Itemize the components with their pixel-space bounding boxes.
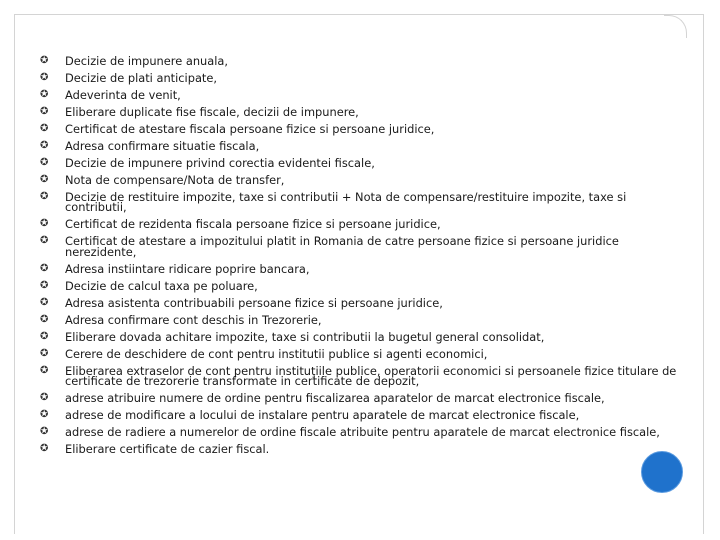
services-list: [40, 56, 680, 461]
list-item-text: Decizie de restituire impozite, taxe si contributii + Nota de compensare/restituire impozite, taxe si contributii,: [65, 190, 627, 215]
circle-bullet-icon: ✪: [40, 235, 49, 247]
list-item: [40, 107, 680, 117]
list-item-text: Nota de compensare/Nota de transfer,: [65, 173, 285, 187]
circle-bullet-icon: ✪: [40, 191, 49, 202]
circle-bullet-icon: ✪: [40, 140, 49, 151]
circle-bullet-icon: ✪: [40, 89, 49, 100]
frame-corner: [664, 15, 687, 38]
list-item-text: adrese atribuire numere de ordine pentru fiscalizarea aparatelor de marcat electronice fiscale,: [65, 391, 605, 406]
list-item: [40, 329, 680, 344]
list-item-text: Certificat de atestare fiscala persoane fizice si persoane juridice,: [65, 122, 435, 136]
list-item: [40, 73, 680, 83]
list-item: [40, 425, 680, 440]
list-item-text: Adresa instiintare ridicare poprire bancara,: [65, 261, 310, 276]
list-item: [40, 236, 680, 257]
list-item-text: adrese de modificare a locului de instalare pentru aparatele de marcat electronice fiscale,: [65, 408, 580, 423]
list-item-text: Certificat de atestare a impozitului platit in Romania de catre persoane fizice si persoane juridice nerezidente,: [65, 234, 619, 259]
list-item: [40, 408, 680, 423]
list-item-text: Decizie de calcul taxa pe poluare,: [65, 278, 258, 293]
circle-bullet-icon: ✪: [40, 55, 49, 66]
list-item-text: Adresa confirmare situatie fiscala,: [65, 139, 260, 153]
list-item: [40, 90, 680, 100]
list-item-text: Decizie de impunere privind corectia evidentei fiscale,: [65, 156, 375, 170]
list-item-text: Certificat de rezidenta fiscala persoane fizice si persoane juridice,: [65, 217, 441, 232]
circle-bullet-icon: ✪: [40, 157, 49, 168]
list-item: [40, 141, 680, 151]
list-item-text: Adresa asistenta contribuabili persoane fizice si persoane juridice,: [65, 295, 443, 310]
list-item-text: Adeverinta de venit,: [65, 88, 181, 102]
list-item: [40, 217, 680, 232]
circle-bullet-icon: ✪: [40, 443, 49, 455]
list-item-text: Decizie de impunere anuala,: [65, 54, 229, 68]
circle-bullet-icon: ✪: [40, 262, 49, 274]
list-item: [40, 346, 680, 361]
list-item: [40, 56, 680, 66]
list-item-text: Eliberarea extraselor de cont pentru instituţiile publice, operatorii economici si persoanele fizice titulare de certificate de trezorerie transformate in certificate de depozit,: [65, 363, 677, 389]
list-item: [40, 124, 680, 134]
circle-bullet-icon: ✪: [40, 106, 49, 117]
circle-bullet-icon: ✪: [40, 218, 49, 230]
list-item: [40, 278, 680, 293]
list-item: [40, 261, 680, 276]
circle-bullet-icon: ✪: [40, 409, 49, 421]
circle-bullet-icon: ✪: [40, 313, 49, 325]
circle-bullet-icon: ✪: [40, 392, 49, 404]
list-item-text: Eliberare duplicate fise fiscale, decizii de impunere,: [65, 105, 359, 119]
circle-bullet-icon: ✪: [40, 279, 49, 291]
list-item: [40, 363, 680, 389]
list-item: [40, 158, 680, 168]
list-item: [40, 175, 680, 185]
list-item: [40, 391, 680, 406]
circle-bullet-icon: ✪: [40, 347, 49, 359]
list-item: [40, 442, 680, 457]
circle-bullet-icon: ✪: [40, 364, 49, 376]
circle-bullet-icon: ✪: [40, 174, 49, 185]
list-item-text: Eliberare certificate de cazier fiscal.: [65, 442, 270, 457]
circle-bullet-icon: ✪: [40, 72, 49, 83]
circle-bullet-icon: ✪: [40, 296, 49, 308]
list-item-text: Eliberare dovada achitare impozite, taxe si contributii la bugetul general consolidat,: [65, 329, 545, 344]
list-item: [40, 192, 680, 213]
circle-bullet-icon: ✪: [40, 123, 49, 134]
list-item: [40, 312, 680, 327]
list-item-text: adrese de radiere a numerelor de ordine fiscale atribuite pentru aparatele de marcat electronice fiscale,: [65, 425, 660, 440]
circle-bullet-icon: ✪: [40, 426, 49, 438]
list-item-text: Cerere de deschidere de cont pentru institutii publice si agenti economici,: [65, 346, 488, 361]
list-item-text: Decizie de plati anticipate,: [65, 71, 218, 85]
list-item: [40, 295, 680, 310]
circle-bullet-icon: ✪: [40, 330, 49, 342]
list-item-text: Adresa confirmare cont deschis in Trezorerie,: [65, 312, 322, 327]
blue-circle-decoration: [641, 451, 683, 493]
